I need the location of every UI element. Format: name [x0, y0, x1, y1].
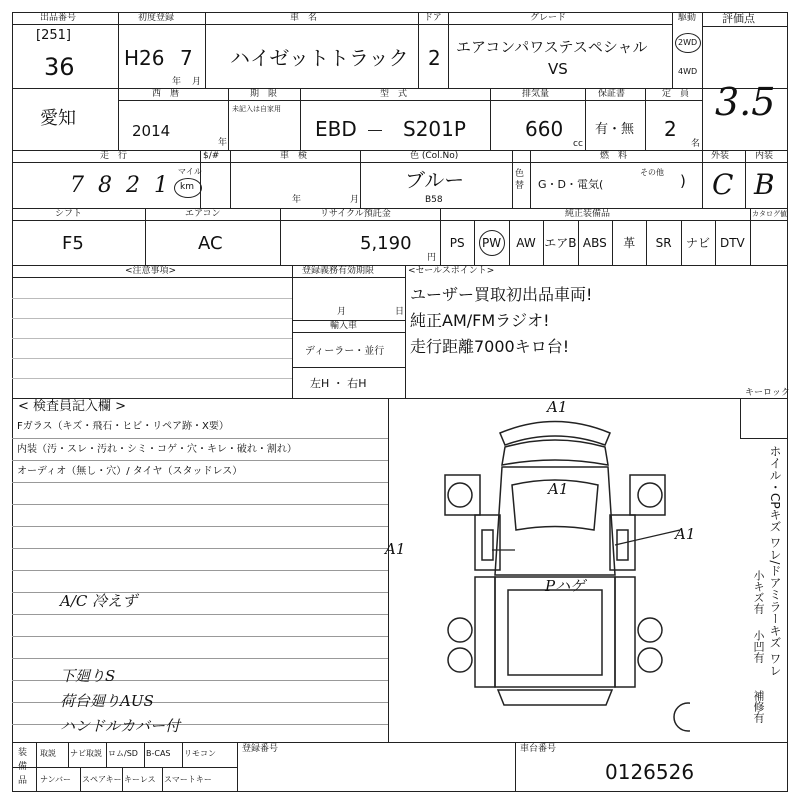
side-sub-note: 小凹有: [752, 630, 765, 663]
side-text: ホイル・CPキズ ワレ/ドアミラーキズ ワレ: [768, 445, 782, 677]
equipment-item: SR: [655, 236, 672, 250]
hood: [502, 440, 608, 465]
shift-label: シフト: [55, 209, 83, 219]
color-value: ブルー: [405, 168, 465, 192]
interior-label: 内装: [755, 151, 774, 161]
door-label: ドア: [424, 13, 442, 23]
import-dealer: ディーラー・並行: [305, 346, 385, 357]
aircon-label: エアコン: [185, 209, 221, 219]
inspection-label: 車 検: [280, 151, 308, 161]
left-bed-side: [475, 577, 495, 687]
damage-mark: A1: [547, 398, 568, 416]
recycle-value: 5,190: [360, 233, 412, 254]
side-sub-note: 補修有: [752, 690, 765, 723]
color-change-label: 色替: [515, 169, 525, 191]
sales-point: 純正AM/FMラジオ!: [410, 311, 550, 330]
sales-point: ユーザー買取初出品車両!: [410, 285, 593, 304]
hand-note: 荷台廻りAUS: [60, 692, 154, 710]
color-code: B58: [425, 195, 443, 205]
footer-divider: [144, 742, 145, 767]
keylock-label: キーロック: [745, 388, 790, 398]
damage-mark: A1: [675, 525, 696, 543]
glass-line: Fガラス（キズ・飛石・ヒビ・リペア跡・X要）: [17, 421, 229, 432]
hand-note: A/C 冷えず: [60, 592, 138, 610]
hand-note: ハンドルカバー付: [60, 717, 181, 735]
footer-divider: [106, 742, 107, 767]
damage-mark: A1: [385, 540, 406, 558]
lot-bracket: [251]: [36, 28, 71, 43]
spare-tire: [674, 703, 690, 731]
equipment-item: DTV: [719, 236, 745, 250]
reg-number-label: 登録番号: [242, 744, 279, 754]
inspection-year: 年: [292, 195, 302, 205]
accessory-item: スマートキー: [164, 775, 212, 784]
catalog-label: カタログ値: [752, 210, 787, 218]
tailgate: [498, 690, 612, 705]
cc-unit: cc: [573, 139, 583, 149]
period-note: 未記入は自家用: [232, 105, 281, 113]
shift-value: F5: [62, 233, 84, 254]
rear-left-wheel-2: [448, 648, 472, 672]
score-value: 3.5: [715, 80, 776, 124]
model-dash: [368, 130, 382, 131]
front-right-fender: [630, 475, 665, 515]
western-year-label: 西 暦: [152, 89, 180, 99]
recycle-label: リサイクル預託金: [320, 209, 391, 219]
fuel-label: 燃 料: [600, 151, 628, 161]
sales-label: <セールスポイント>: [408, 266, 495, 276]
ruled-line: [12, 636, 388, 637]
displacement-label: 排気量: [522, 89, 550, 99]
equipment-item: PW: [482, 236, 502, 250]
footer-divider: [122, 767, 123, 792]
score-label: 評価点: [722, 12, 755, 25]
fuel-close-paren: ): [680, 172, 686, 190]
model-code: S201P: [403, 117, 466, 141]
equipment-item: ナビ: [685, 236, 710, 250]
mileage-label: 走 行: [100, 151, 128, 161]
accessory-item: スペアキー: [82, 775, 122, 784]
mileage-unit: km: [180, 182, 194, 192]
interior-line: 内装（汚・スレ・汚れ・シミ・コゲ・穴・キレ・破れ・割れ）: [17, 444, 297, 455]
car-diagram: [420, 405, 690, 735]
equipment-item: ABS: [582, 236, 607, 250]
ruled-line: [12, 570, 388, 571]
year-unit-2: 年: [218, 138, 228, 148]
front-left-wheel: [448, 483, 472, 507]
right-bed-side: [615, 577, 635, 687]
reg-month: 月: [337, 307, 347, 317]
period-label: 期 限: [250, 89, 278, 99]
grade-line-2: VS: [548, 60, 568, 78]
accessory-item: ナビ取説: [70, 749, 102, 758]
accessory-item: ナンバー: [40, 775, 72, 784]
western-year: 2014: [132, 122, 171, 140]
handle-lr: 左H ・ 右H: [310, 377, 367, 390]
footer-divider: [80, 767, 81, 792]
import-label: 輸入車: [330, 321, 358, 331]
interior-grade: B: [754, 168, 775, 201]
reg-expiry-label: 登録義務有効期限: [302, 266, 375, 276]
damage-mark: Pハゲ: [545, 577, 586, 595]
mileage-unit-top: マイル: [178, 167, 202, 176]
accessory-item: ロム/SD: [108, 749, 138, 758]
rear-right-wheel: [638, 618, 662, 642]
equipment-item: エアB: [544, 236, 577, 250]
fuel-other: その他: [640, 168, 664, 177]
year-unit: 年: [172, 77, 182, 87]
inspection-month: 月: [350, 195, 360, 205]
caution-label: <注意事項>: [125, 266, 177, 276]
equipment-label: 純正装備品: [565, 209, 611, 219]
person-unit: 名: [691, 139, 701, 149]
first-registration-label: 初度登録: [138, 13, 175, 23]
accessory-label: 装備品: [18, 748, 28, 786]
damage-mark: A1: [548, 480, 569, 498]
front-bumper: [500, 422, 610, 446]
chassis-label: 車台番号: [520, 744, 557, 754]
yen-unit: 円: [427, 253, 437, 263]
accessory-item: リモコン: [184, 749, 216, 758]
aircon-value: AC: [198, 233, 223, 254]
first-registration-month: 7: [180, 46, 193, 70]
exterior-grade: C: [712, 168, 734, 201]
warranty-value: 有・無: [595, 122, 635, 137]
first-registration-era: H26: [124, 46, 165, 70]
fuel-options: G・D・電気(: [538, 178, 604, 191]
front-left-fender: [445, 475, 480, 515]
accessory-item: キーレス: [124, 775, 156, 784]
cargo-bed-inner: [508, 590, 602, 675]
drive-4wd: 4WD: [678, 67, 698, 76]
ruled-line: [12, 460, 388, 461]
mileage-digits: 7 8 2 1: [70, 173, 168, 198]
ruled-line: [12, 482, 388, 483]
equipment-item: PS: [449, 236, 465, 250]
capacity-label: 定 員: [662, 89, 690, 99]
lot-number-label: 出品番号: [40, 13, 77, 23]
ruled-line: [12, 526, 388, 527]
accessory-item: B-CAS: [146, 749, 171, 758]
ruled-line: [12, 548, 388, 549]
equipment-divider: [750, 220, 751, 265]
capacity: 2: [664, 117, 677, 141]
ruled-line: [12, 658, 388, 659]
door-count: 2: [428, 46, 441, 70]
car-name: ハイゼットトラック: [230, 46, 409, 70]
footer-divider: [68, 742, 69, 767]
equipment-item: 革: [623, 236, 636, 250]
right-door-window: [617, 530, 628, 560]
accessory-item: 取説: [40, 749, 56, 758]
region: 愛知: [40, 108, 76, 129]
ruled-line: [12, 614, 388, 615]
chassis-number: 0126526: [605, 760, 695, 784]
ruled-line: [12, 438, 388, 439]
lot-number: 36: [44, 53, 75, 81]
displacement: 660: [525, 117, 564, 141]
grade-label: グレード: [530, 13, 567, 23]
rear-right-wheel-2: [638, 648, 662, 672]
grade-line-1: エアコンパワステスペシャル: [456, 38, 648, 56]
color-label: 色 (Col.No): [410, 151, 459, 161]
audio-line: オーディオ（無し・穴）/ タイヤ（スタッドレス）: [17, 466, 243, 477]
footer-divider: [182, 742, 183, 767]
car-name-label: 車 名: [290, 13, 318, 23]
model-prefix: EBD: [315, 117, 357, 141]
ruled-line: [12, 504, 388, 505]
drive-label: 駆動: [678, 13, 697, 23]
rear-left-wheel: [448, 618, 472, 642]
exterior-label: 外装: [711, 151, 730, 161]
drive-2wd: 2WD: [678, 38, 698, 47]
month-unit: 月: [192, 77, 202, 87]
inspector-title: < 検査員記入欄 >: [18, 399, 127, 414]
warranty-label: 保証書: [598, 89, 626, 99]
hand-note: 下廻りS: [60, 667, 116, 685]
front-right-wheel: [638, 483, 662, 507]
side-sub-note: 小キズ有: [752, 570, 765, 614]
dollar-label: $/#: [203, 151, 220, 161]
footer-divider: [162, 767, 163, 792]
sales-point: 走行距離7000キロ台!: [410, 337, 570, 356]
left-door-window: [482, 530, 493, 560]
equipment-item: AW: [516, 236, 536, 250]
reg-day: 日: [395, 307, 405, 317]
model-label: 型 式: [380, 89, 408, 99]
